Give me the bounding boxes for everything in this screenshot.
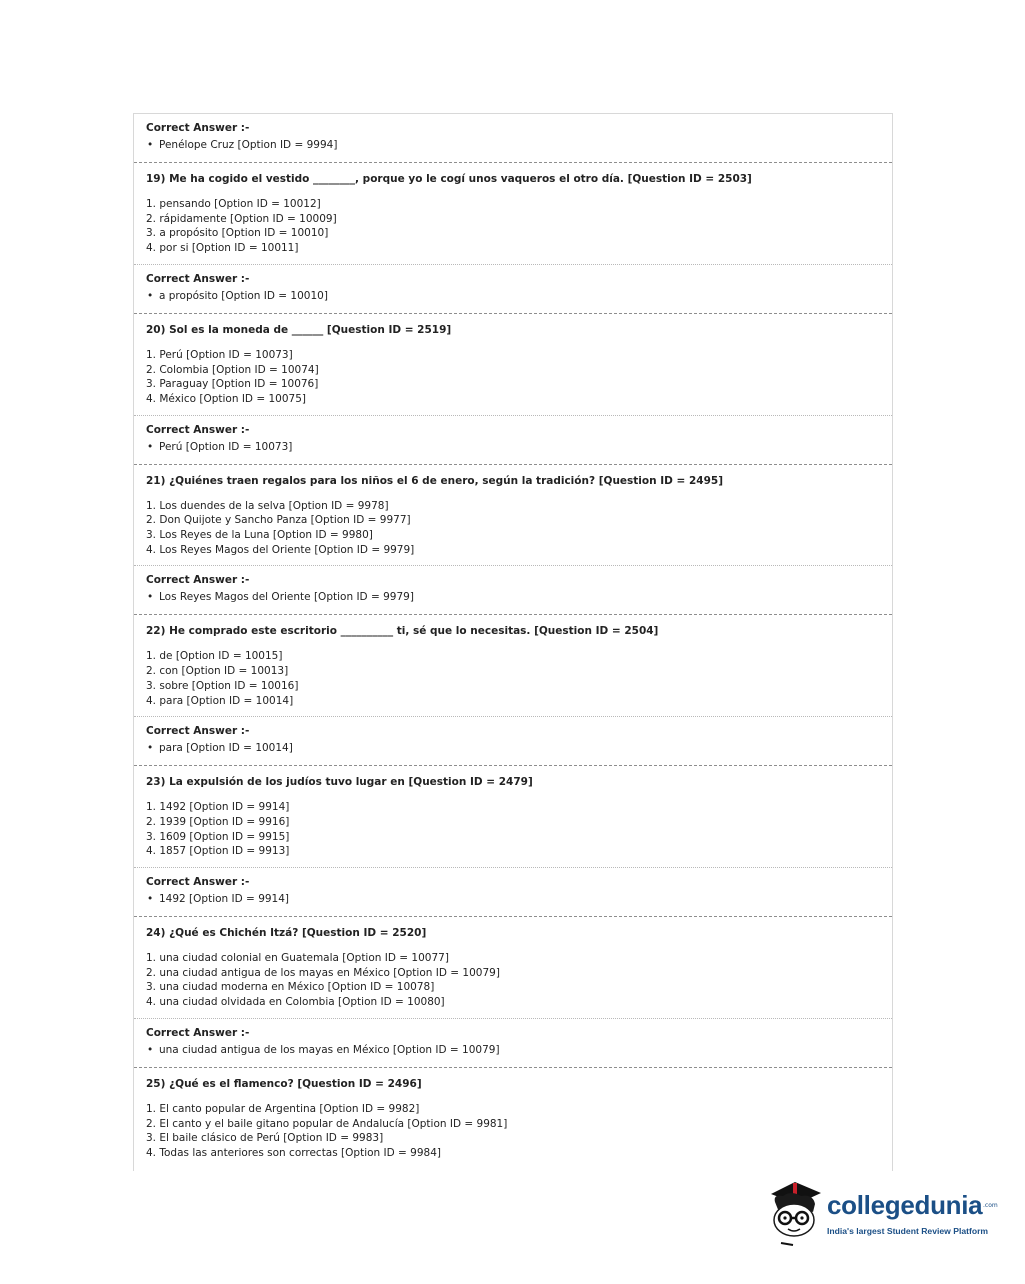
option-item: 1. El canto popular de Argentina [Option ID = 9982] bbox=[146, 1102, 420, 1115]
question-title: 19) Me ha cogido el vestido ________, porque yo le cogí unos vaqueros el otro día. [Question ID = 2503] bbox=[146, 173, 752, 185]
mascot-icon bbox=[767, 1176, 825, 1248]
question-block bbox=[134, 313, 892, 415]
option-item: 2. con [Option ID = 10013] bbox=[146, 665, 289, 678]
option-item: 3. sobre [Option ID = 10016] bbox=[146, 679, 299, 692]
option-list bbox=[146, 197, 880, 256]
answer-block bbox=[134, 565, 892, 614]
option-item: 2. Colombia [Option ID = 10074] bbox=[146, 363, 319, 376]
option-item: 4. por si [Option ID = 10011] bbox=[146, 242, 299, 255]
question-title: 23) La expulsión de los judíos tuvo lugar en [Question ID = 2479] bbox=[146, 776, 533, 789]
question-block bbox=[134, 464, 892, 566]
answer-block bbox=[134, 113, 892, 162]
answer-block bbox=[134, 415, 892, 464]
question-title: 25) ¿Qué es el flamenco? [Question ID = 2496] bbox=[146, 1077, 422, 1090]
option-item: 1. 1492 [Option ID = 9914] bbox=[146, 801, 290, 814]
option-item: 4. Todas las anteriores son correctas [Option ID = 9984] bbox=[146, 1146, 441, 1159]
option-item: 4. Los Reyes Magos del Oriente [Option ID = 9979] bbox=[146, 543, 415, 556]
answer-heading: Correct Answer :- bbox=[146, 1026, 250, 1039]
correct-answer: • para [Option ID = 10014] bbox=[146, 740, 880, 757]
option-item: 4. 1857 [Option ID = 9913] bbox=[146, 845, 290, 858]
option-item: 3. El baile clásico de Perú [Option ID = 9983] bbox=[146, 1132, 384, 1145]
option-item: 1. una ciudad colonial en Guatemala [Option ID = 10077] bbox=[146, 952, 449, 965]
option-item: 4. una ciudad olvidada en Colombia [Option ID = 10080] bbox=[146, 996, 445, 1009]
answer-heading: Correct Answer :- bbox=[146, 574, 250, 587]
question-block bbox=[134, 162, 892, 264]
option-list bbox=[146, 951, 880, 1010]
answer-heading: Correct Answer :- bbox=[146, 725, 250, 738]
logo-tagline: India's largest Student Review Platform bbox=[827, 1226, 989, 1236]
correct-answer: • Penélope Cruz [Option ID = 9994] bbox=[146, 137, 880, 154]
option-item: 4. México [Option ID = 10075] bbox=[146, 392, 306, 405]
option-list bbox=[146, 348, 880, 407]
question-title: 22) He comprado este escritorio __________ ti, sé que lo necesitas. [Question ID = 2504] bbox=[146, 625, 659, 638]
option-list bbox=[146, 499, 880, 558]
option-item: 1. Perú [Option ID = 10073] bbox=[146, 348, 293, 361]
correct-answer: • Los Reyes Magos del Oriente [Option ID = 9979] bbox=[146, 589, 880, 606]
option-item: 3. a propósito [Option ID = 10010] bbox=[146, 227, 329, 240]
option-list bbox=[146, 649, 880, 708]
option-item: 2. El canto y el baile gitano popular de Andalucía [Option ID = 9981] bbox=[146, 1117, 508, 1130]
option-item: 3. una ciudad moderna en México [Option ID = 10078] bbox=[146, 981, 435, 994]
answer-block bbox=[134, 716, 892, 765]
correct-answer: • Perú [Option ID = 10073] bbox=[146, 439, 880, 456]
question-block bbox=[134, 765, 892, 867]
correct-answer: • a propósito [Option ID = 10010] bbox=[146, 288, 880, 305]
option-item: 1. pensando [Option ID = 10012] bbox=[146, 198, 321, 210]
answer-heading: Correct Answer :- bbox=[146, 423, 250, 436]
logo-domain-suffix: .com bbox=[983, 1202, 998, 1209]
option-item: 2. rápidamente [Option ID = 10009] bbox=[146, 212, 337, 225]
option-item: 2. Don Quijote y Sancho Panza [Option ID = 9977] bbox=[146, 514, 411, 527]
question-title: 20) Sol es la moneda de ______ [Question ID = 2519] bbox=[146, 323, 452, 336]
collegedunia-logo bbox=[767, 1176, 997, 1248]
option-item: 1. Los duendes de la selva [Option ID = 9978] bbox=[146, 499, 389, 512]
option-item: 2. 1939 [Option ID = 9916] bbox=[146, 815, 290, 828]
question-title: 21) ¿Quiénes traen regalos para los niños el 6 de enero, según la tradición? [Question ID = 2495] bbox=[146, 474, 724, 487]
answer-heading: Correct Answer :- bbox=[146, 876, 250, 889]
option-item: 3. Los Reyes de la Luna [Option ID = 9980] bbox=[146, 529, 373, 542]
logo-wordmark: collegedunia bbox=[827, 1190, 983, 1220]
option-list bbox=[146, 1102, 880, 1161]
option-list bbox=[146, 800, 880, 859]
answer-block bbox=[134, 867, 892, 916]
question-block bbox=[134, 916, 892, 1018]
option-item: 3. Paraguay [Option ID = 10076] bbox=[146, 378, 319, 391]
question-paper bbox=[133, 113, 893, 1171]
question-block bbox=[134, 614, 892, 716]
correct-answer: • una ciudad antigua de los mayas en México [Option ID = 10079] bbox=[146, 1042, 880, 1059]
question-block bbox=[134, 1067, 892, 1171]
answer-block bbox=[134, 264, 892, 313]
option-item: 2. una ciudad antigua de los mayas en México [Option ID = 10079] bbox=[146, 966, 500, 979]
option-item: 3. 1609 [Option ID = 9915] bbox=[146, 830, 290, 843]
option-item: 4. para [Option ID = 10014] bbox=[146, 694, 294, 707]
answer-heading: Correct Answer :- bbox=[146, 122, 250, 134]
answer-block bbox=[134, 1018, 892, 1067]
answer-heading: Correct Answer :- bbox=[146, 272, 250, 285]
question-title: 24) ¿Qué es Chichén Itzá? [Question ID = 2520] bbox=[146, 927, 427, 940]
option-item: 1. de [Option ID = 10015] bbox=[146, 650, 283, 663]
correct-answer: • 1492 [Option ID = 9914] bbox=[146, 891, 880, 908]
